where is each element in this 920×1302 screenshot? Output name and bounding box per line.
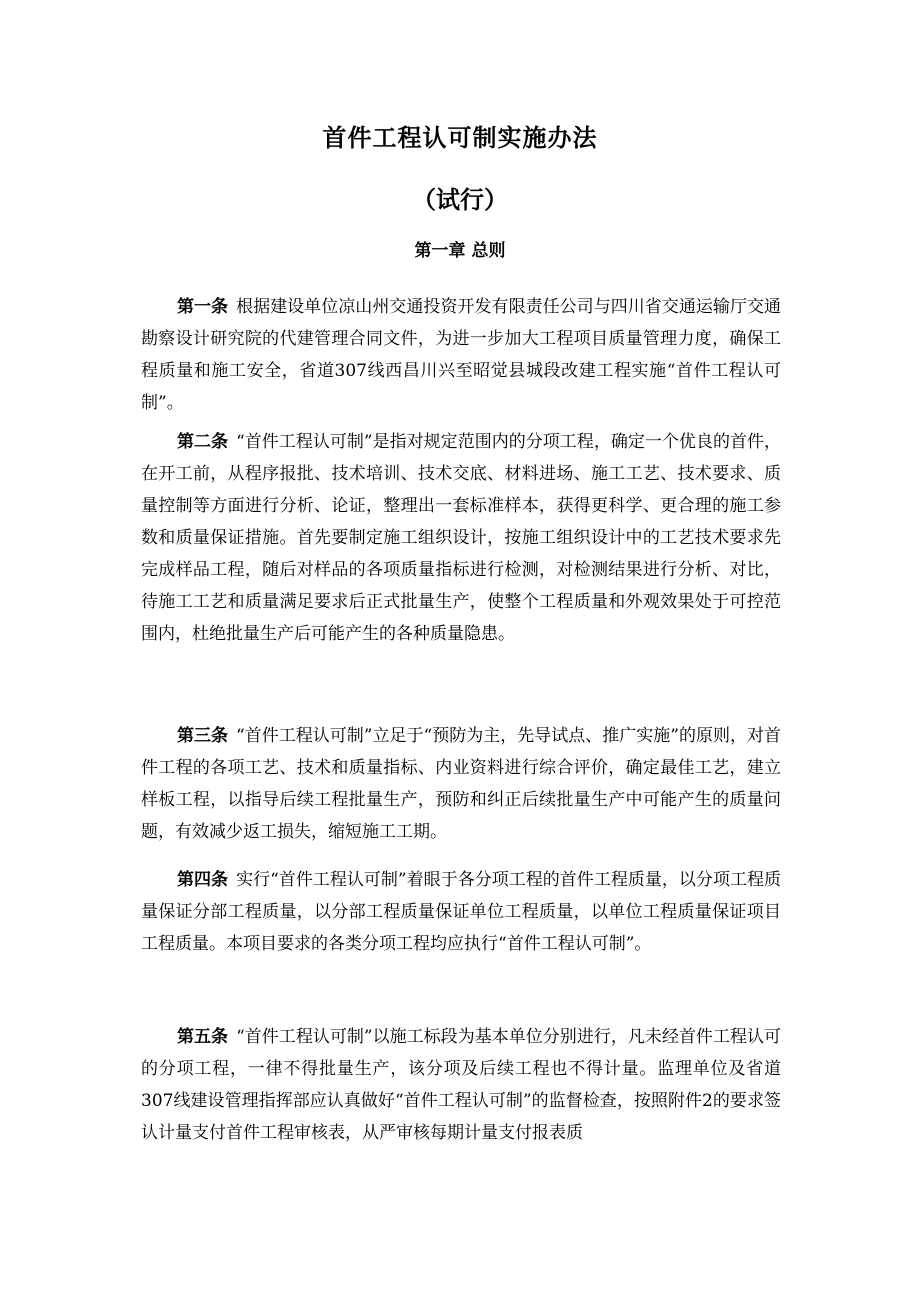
article-4 <box>141 864 781 960</box>
document-subtitle: （试行） <box>412 186 508 214</box>
article-text: “首件工程认可制”是指对规定范围内的分项工程，确定一个优良的首件，在开工前，从程序报批、技术培训、技术交底、材料进场、施工工艺、技术要求、质量控制等方面进行分析、论证，整理出一套标准样本，获得更科学、更合理的施工参数和质量保证措施。首先要制定施工组织设计，按施工组织设计中的工艺技术要求先完成样品工程，随后对样品的各项质量指标进行检测，对检测结果进行分析、对比，待施工工艺和质量满足要求后正式批量生产，使整个工程质量和外观效果处于可控范围内，杜绝批量生产后可能产生的各种质量隐患。 <box>141 432 782 644</box>
article-heading: 第四条 <box>177 870 229 890</box>
article-heading: 第五条 <box>177 1027 229 1047</box>
article-1 <box>141 291 781 419</box>
article-heading: 第三条 <box>177 726 229 746</box>
article-heading: 第一条 <box>177 297 229 317</box>
article-5 <box>141 1021 781 1149</box>
article-text: 根据建设单位凉山州交通投资开发有限责任公司与四川省交通运输厅交通勘察设计研究院的代建管理合同文件，为进一步加大工程项目质量管理力度，确保工程质量和施工安全，省道307线西昌川兴至昭觉县城段改建工程实施“首件工程认可制”。 <box>141 297 782 413</box>
article-heading: 第二条 <box>177 432 229 452</box>
document-title: 首件工程认可制实施办法 <box>322 124 598 152</box>
chapter-heading: 第一章 总则 <box>414 241 506 261</box>
article-text: 实行“首件工程认可制”着眼于各分项工程的首件工程质量，以分项工程质量保证分部工程质量，以分部工程质量保证单位工程质量，以单位工程质量保证项目工程质量。本项目要求的各类分项工程均应执行“首件工程认可制”。 <box>141 870 782 954</box>
article-3 <box>141 720 781 848</box>
article-text: “首件工程认可制”立足于“预防为主，先导试点、推广实施”的原则，对首件工程的各项工艺、技术和质量指标、内业资料进行综合评价，确定最佳工艺，建立样板工程，以指导后续工程批量生产，预防和纠正后续批量生产中可能产生的质量问题，有效减少返工损失，缩短施工工期。 <box>141 726 782 842</box>
article-text: “首件工程认可制”以施工标段为基本单位分别进行，凡未经首件工程认可的分项工程，一律不得批量生产，该分项及后续工程也不得计量。监理单位及省道307线建设管理指挥部应认真做好“首件工程认可制”的监督检查，按照附件2的要求签认计量支付首件工程审核表，从严审核每期计量支付报表质 <box>141 1027 782 1143</box>
article-2 <box>141 426 781 650</box>
